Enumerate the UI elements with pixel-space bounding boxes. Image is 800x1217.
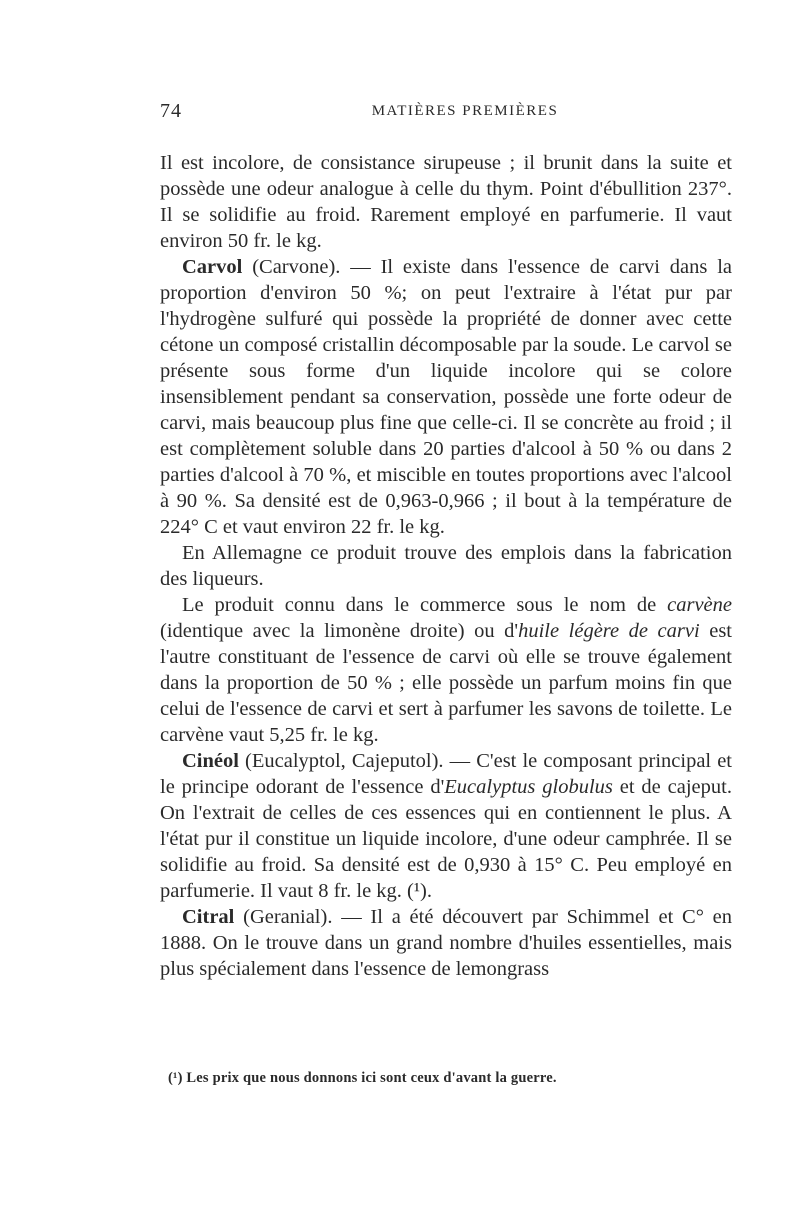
paragraph-citral bbox=[160, 904, 732, 982]
body-text bbox=[160, 150, 732, 982]
text-run: (identique avec la limonène droite) ou d' bbox=[160, 620, 519, 642]
italic-term-huile: huile légère de carvi bbox=[518, 620, 700, 642]
paragraph-cineol bbox=[160, 748, 732, 904]
text-run: et de cajeput. On l'extrait de celles de ces essences qui en contiennent le plus. A l'état pur il constitue un liquide incolore, d'une odeur camphrée. Il se solidifie au froid. Sa densité est de 0,930 à 15° C. Peu employé en parfumerie. Il vaut 8 fr. le kg. (¹). bbox=[160, 776, 732, 902]
italic-term-eucalyptus: Eucalyptus globulus bbox=[444, 776, 613, 798]
italic-term-carvene: carvène bbox=[667, 594, 732, 616]
page-number: 74 bbox=[160, 100, 182, 122]
entry-text-citral: (Geranial). — Il a été découvert par Schimmel et C° en 1888. On le trouve dans un grand nombre d'huiles essentielles, mais plus spécialement dans l'essence de lemongrass bbox=[160, 906, 732, 980]
text-run: (Eucalyptol, Cajeputol). — C'est le composant principal et le principe odorant de l'essence d' bbox=[160, 750, 732, 798]
entry-heading-carvol: Carvol bbox=[182, 256, 243, 278]
text-run: est l'autre constituant de l'essence de carvi où elle se trouve également dans la proportion de 50 % ; elle possède un parfum moins fin que celui de l'essence de carvi et sert à parfumer les savons de toilette. Le carvène vaut 5,25 fr. le kg. bbox=[160, 620, 732, 746]
paragraph-carvol bbox=[160, 254, 732, 540]
entry-heading-citral: Citral bbox=[182, 906, 235, 928]
page-header bbox=[160, 100, 730, 128]
entry-heading-cineol: Cinéol bbox=[182, 750, 239, 772]
entry-text-carvol: (Carvone). — Il existe dans l'essence de carvi dans la proportion d'environ 50 %; on peut l'extraire à l'état pur par l'hydrogène sulfuré qui possède la propriété de donner avec cette cétone un composé cristallin décomposable par la soude. Le carvol se présente sous forme d'un liquide incolore qui se colore insensiblement pendant sa conservation, possède une forte odeur de carvi, mais beaucoup plus fine que celle-ci. Il se concrète au froid ; il est complètement soluble dans 20 parties d'alcool à 50 % ou dans 2 parties d'alcool à 70 %, et miscible en toutes proportions avec l'alcool à 90 %. Sa densité est de 0,963-0,966 ; il bout à la température de 224° C et vaut environ 22 fr. le kg. bbox=[160, 256, 732, 538]
footnote: (¹) Les prix que nous donnons ici sont ceux d'avant la guerre. bbox=[168, 1070, 557, 1086]
text-run: Le produit connu dans le commerce sous le nom de bbox=[182, 594, 668, 616]
paragraph-allemagne: En Allemagne ce produit trouve des emplois dans la fabrication des liqueurs. bbox=[160, 542, 732, 590]
paragraph-carvene bbox=[160, 592, 732, 748]
running-title: MATIÈRES PREMIÈRES bbox=[371, 103, 559, 119]
paragraph-thymol: Il est incolore, de consistance sirupeuse ; il brunit dans la suite et possède une odeur analogue à celle du thym. Point d'ébullition 237°. Il se solidifie au froid. Rarement employé en parfumerie. Il vaut environ 50 fr. le kg. bbox=[160, 152, 732, 252]
